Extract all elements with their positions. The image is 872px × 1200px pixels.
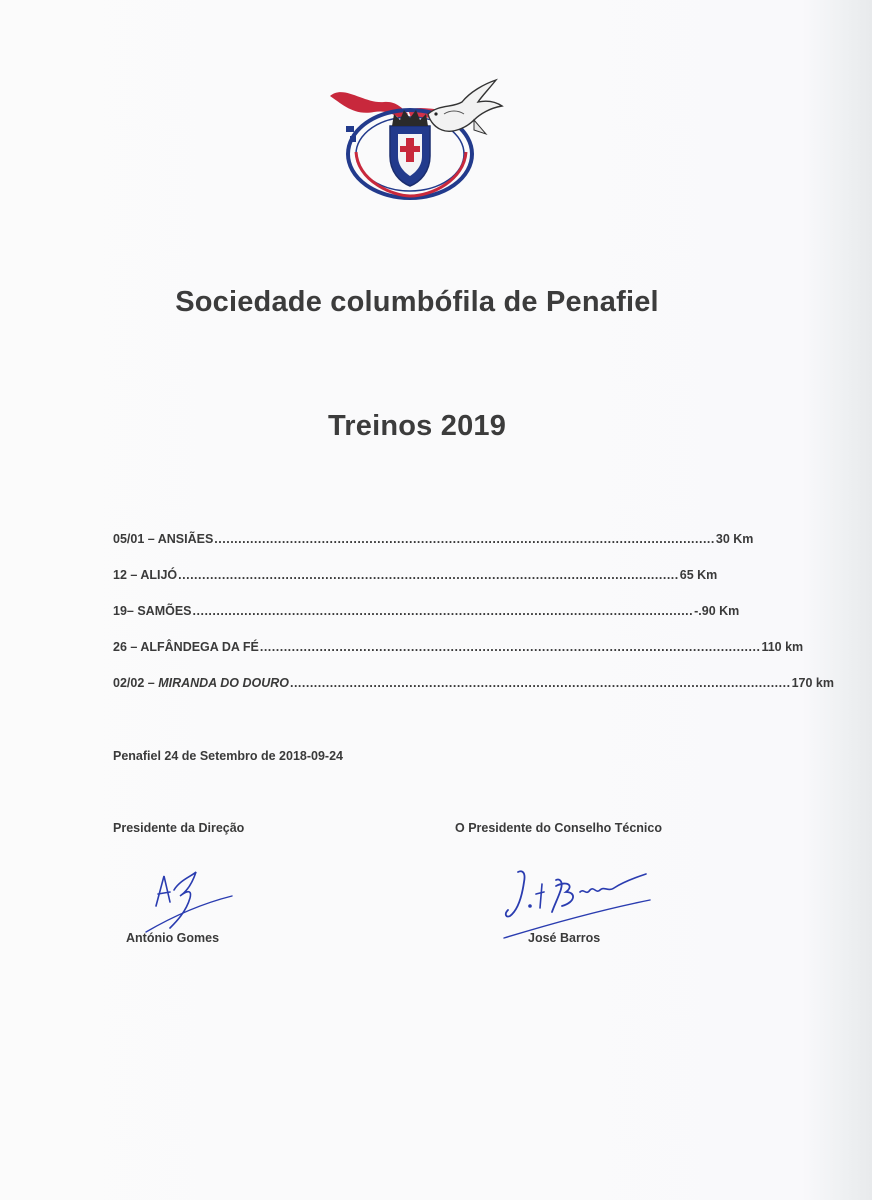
training-row xyxy=(113,532,754,552)
training-distance: -.90 Km xyxy=(694,604,740,618)
leader-dots: .............................................................................................................................. xyxy=(178,568,679,582)
right-signatory-role: O Presidente do Conselho Técnico xyxy=(455,821,662,835)
leader-dots: .............................................................................................................................. xyxy=(259,640,761,654)
training-distance: 110 km xyxy=(761,640,804,654)
club-crest-icon xyxy=(324,74,504,204)
document-subtitle: Treinos 2019 xyxy=(327,410,507,442)
training-row xyxy=(113,568,718,588)
leader-dots: .............................................................................................................................. xyxy=(214,532,715,546)
training-entry: 02/02 – MIRANDA DO DOURO xyxy=(113,676,289,690)
training-entry: 05/01 – ANSIÃES xyxy=(113,532,214,546)
training-distance: 170 km xyxy=(791,676,834,690)
left-signatory-role: Presidente da Direção xyxy=(113,821,245,835)
left-signature-icon xyxy=(140,862,240,942)
training-entry: 26 – ALFÂNDEGA DA FÉ xyxy=(113,640,259,654)
training-distance: 30 Km xyxy=(715,532,754,546)
training-row xyxy=(113,676,834,696)
training-entry: 12 – ALIJÓ xyxy=(113,568,178,582)
leader-dots: .............................................................................................................................. xyxy=(289,676,791,690)
organization-title: Sociedade columbófila de Penafiel xyxy=(175,286,659,318)
training-row xyxy=(113,640,804,660)
training-entry: 19– SAMÕES xyxy=(113,604,192,618)
training-row xyxy=(113,604,740,624)
training-distance: 65 Km xyxy=(679,568,718,582)
right-signatory-name: José Barros xyxy=(528,931,601,945)
leader-dots: .............................................................................................................................. xyxy=(192,604,694,618)
left-signatory-name: António Gomes xyxy=(126,931,220,945)
place-and-date: Penafiel 24 de Setembro de 2018-09-24 xyxy=(113,749,343,763)
